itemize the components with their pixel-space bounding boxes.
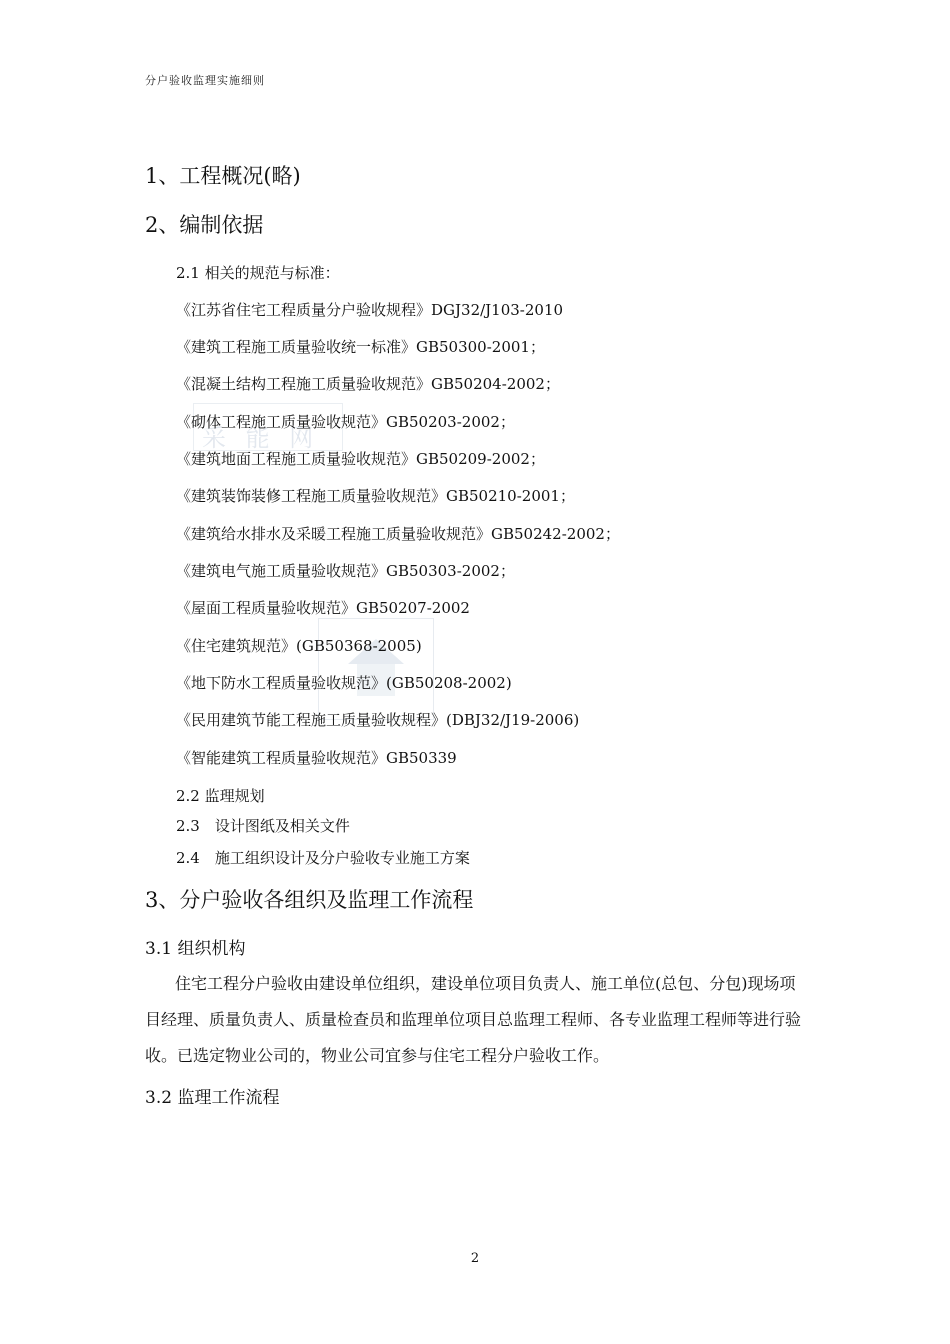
section-3-2-title: 3.2 监理工作流程	[145, 1088, 280, 1108]
organization-paragraph	[145, 966, 810, 1074]
standard-item: 《建筑给水排水及采暖工程施工质量验收规范》GB50242-2002；	[176, 525, 620, 543]
section-2-2-title: 2.2 监理规划	[176, 787, 265, 805]
standard-item: 《屋面工程质量验收规范》GB50207-2002	[176, 599, 470, 617]
page-number: 2	[470, 1251, 480, 1266]
section-3-title: 3、分户验收各组织及监理工作流程	[145, 888, 474, 912]
section-2-3-title: 2.3 设计图纸及相关文件	[176, 817, 350, 835]
section-1-title: 1、工程概况(略)	[145, 164, 301, 188]
watermark-house-icon	[318, 618, 434, 720]
standard-item: 《地下防水工程质量验收规范》(GB50208-2002)	[176, 674, 512, 692]
standard-item: 《建筑电气施工质量验收规范》GB50303-2002；	[176, 562, 515, 580]
section-2-4-title: 2.4 施工组织设计及分户验收专业施工方案	[176, 849, 470, 867]
standard-item: 《江苏省住宅工程质量分户验收规程》DGJ32/J103-2010	[176, 301, 564, 319]
standard-item: 《砌体工程施工质量验收规范》GB50203-2002；	[176, 413, 515, 431]
paragraph-text: 住宅工程分户验收由建设单位组织，建设单位项目负责人、施工单位(总包、分包)现场项目经理、质量负责人、质量检查员和监理单位项目总监理工程师、各专业监理工程师等进行验收。已选定物业公司的，物业公司宜参与住宅工程分户验收工作。	[145, 974, 802, 1065]
section-2-title: 2、编制依据	[145, 213, 264, 237]
standard-item: 《建筑工程施工质量验收统一标准》GB50300-2001；	[176, 338, 545, 356]
section-3-1-title: 3.1 组织机构	[145, 939, 246, 959]
watermark-logo: 采 能 网	[193, 403, 343, 451]
standard-item: 《建筑地面工程施工质量验收规范》GB50209-2002；	[176, 450, 545, 468]
section-2-1-title: 2.1 相关的规范与标准：	[176, 264, 340, 282]
running-header: 分户验收监理实施细则	[145, 74, 265, 87]
standard-item: 《住宅建筑规范》(GB50368-2005)	[176, 637, 422, 655]
standard-item: 《智能建筑工程质量验收规范》GB50339	[176, 749, 457, 767]
standard-item: 《混凝土结构工程施工质量验收规范》GB50204-2002；	[176, 375, 560, 393]
standard-item: 《建筑装饰装修工程施工质量验收规范》GB50210-2001；	[176, 487, 575, 505]
standard-item: 《民用建筑节能工程施工质量验收规程》(DBJ32/J19-2006)	[176, 711, 580, 729]
